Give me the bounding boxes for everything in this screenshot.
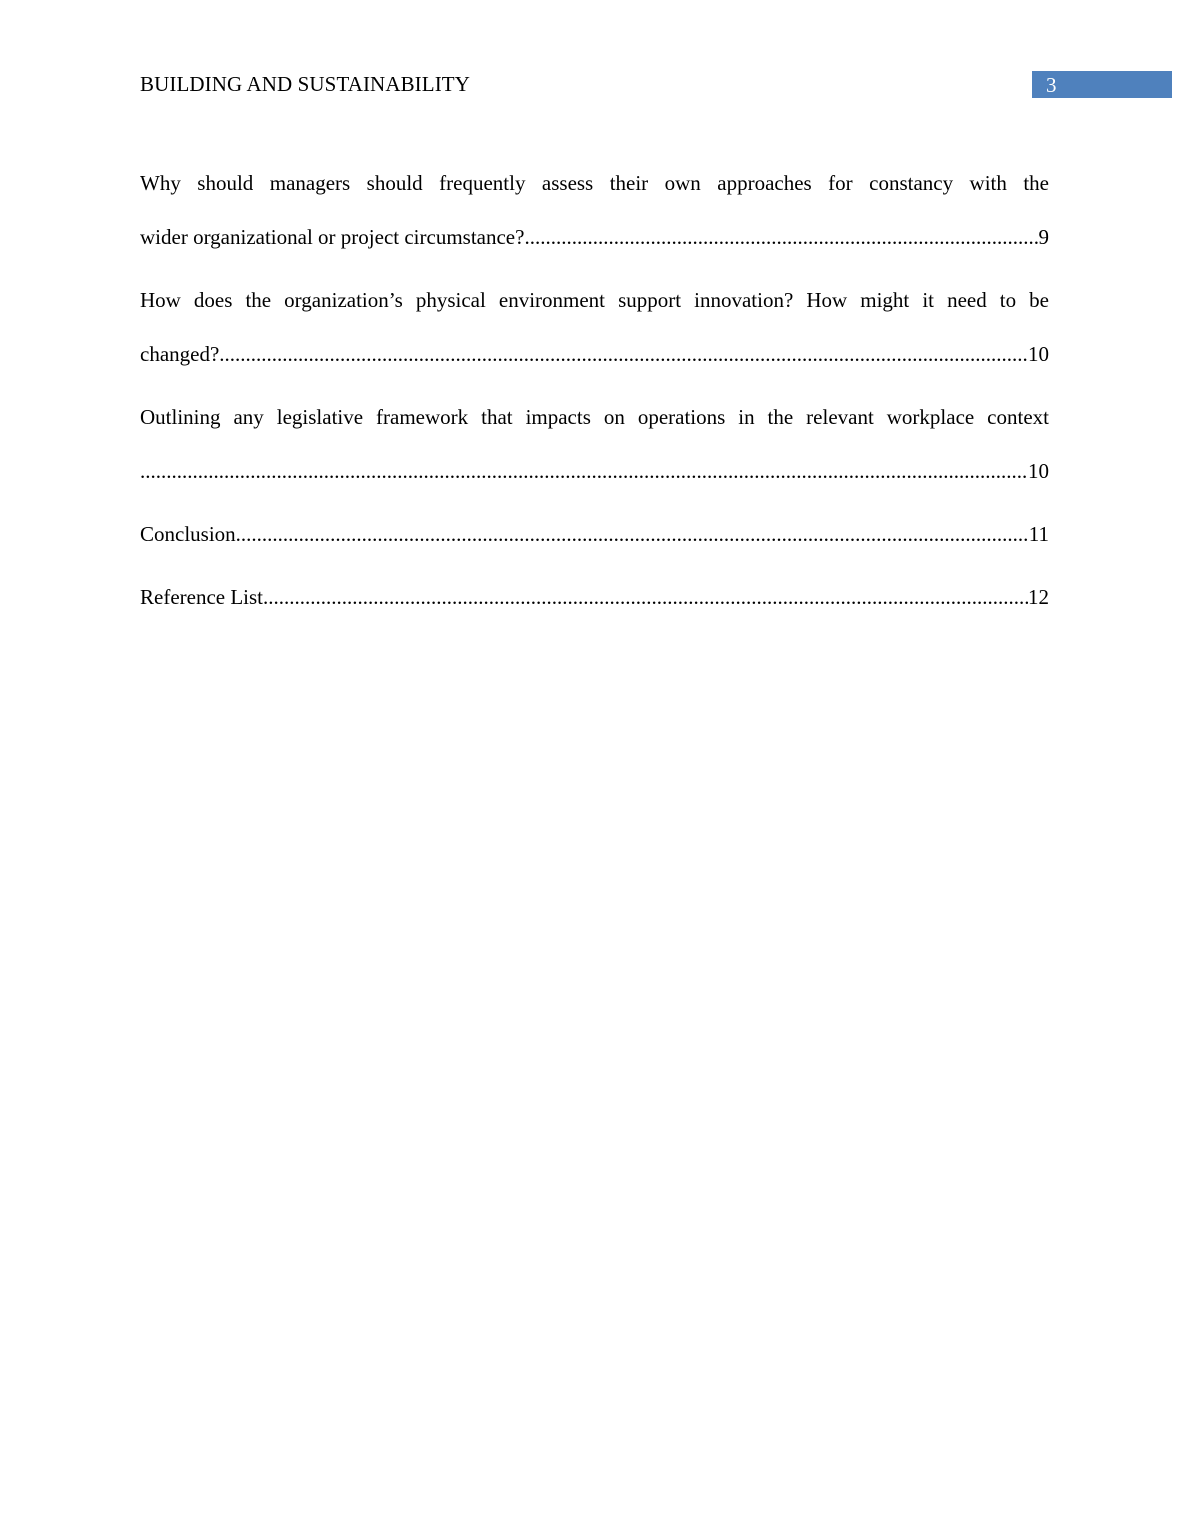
toc-entry-leader-line xyxy=(140,444,1049,498)
dot-leader xyxy=(140,444,1028,498)
toc-entry-title: Conclusion xyxy=(140,522,236,546)
toc-entry-title-line: How does the organization’s physical environment support innovation? How might it need to be xyxy=(140,288,1049,312)
table-of-contents xyxy=(140,156,1049,633)
page-number-badge xyxy=(1032,71,1172,98)
toc-entry[interactable] xyxy=(140,507,1049,561)
toc-page-number: 9 xyxy=(1038,225,1049,249)
toc-entry-title-end: wider organizational or project circumstance? xyxy=(140,225,525,249)
dot-leader xyxy=(236,507,1029,561)
toc-page-number: 12 xyxy=(1028,585,1049,609)
dot-leader xyxy=(263,570,1028,624)
running-head-title: BUILDING AND SUSTAINABILITY xyxy=(140,72,470,96)
toc-page-number: 10 xyxy=(1028,342,1049,366)
toc-page-number: 10 xyxy=(1028,459,1049,483)
toc-entry-leader-line xyxy=(140,507,1049,561)
page-number: 3 xyxy=(1046,73,1057,97)
toc-entry[interactable] xyxy=(140,390,1049,498)
toc-entry-leader-line xyxy=(140,327,1049,381)
toc-page-number: 11 xyxy=(1028,522,1049,546)
toc-entry-title-line: Why should managers should frequently assess their own approaches for constancy with the xyxy=(140,171,1049,195)
toc-entry-title-line: Outlining any legislative framework that impacts on operations in the relevant workplace context xyxy=(140,405,1049,429)
toc-entry[interactable] xyxy=(140,273,1049,381)
toc-entry-title-end: changed? xyxy=(140,342,220,366)
toc-entry-leader-line xyxy=(140,570,1049,624)
toc-entry-title: Reference List xyxy=(140,585,264,609)
toc-entry[interactable] xyxy=(140,156,1049,264)
toc-entry-leader-line xyxy=(140,210,1049,264)
dot-leader xyxy=(219,327,1028,381)
dot-leader xyxy=(524,210,1038,264)
toc-entry[interactable] xyxy=(140,570,1049,624)
